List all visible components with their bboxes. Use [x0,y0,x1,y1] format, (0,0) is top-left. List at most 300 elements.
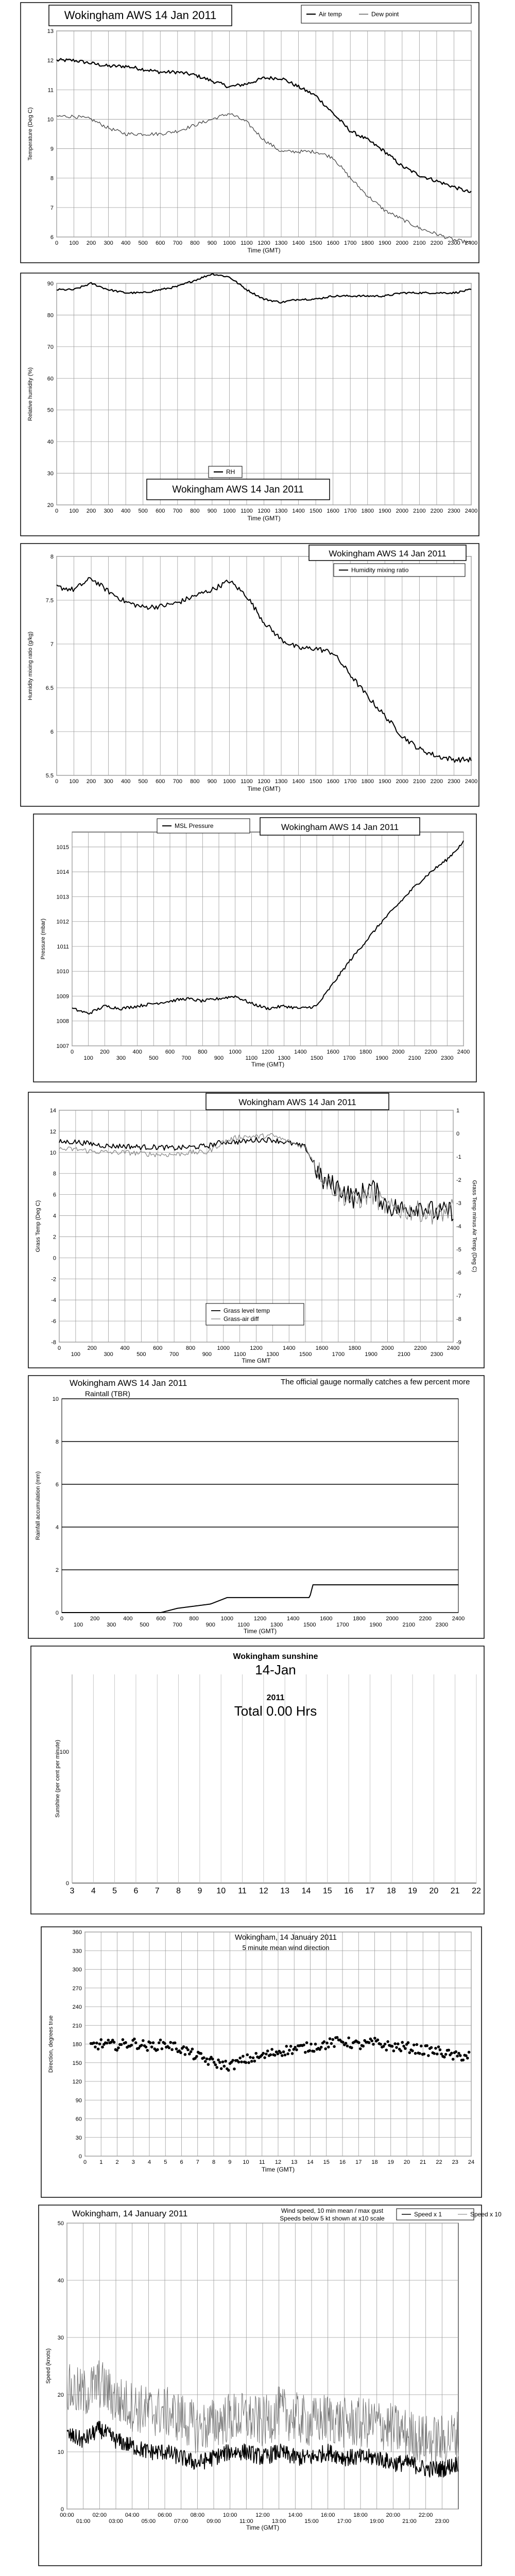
y-tick-label: 1014 [56,869,69,876]
x-tick-label: 200 [86,240,96,246]
wind-direction-point [265,2053,268,2056]
wind-direction-point [217,2059,220,2062]
x-tick-label: 400 [123,1616,133,1622]
wind-direction-point [117,2046,120,2049]
x-tick-label: 100 [73,1622,83,1628]
x-tick-label: 1800 [359,1049,372,1055]
x-tick-label: 300 [104,508,113,514]
y2-tick-label: -3 [456,1200,461,1207]
relative-humidity-chart [0,270,515,538]
wind-direction-point [252,2056,255,2059]
x-tick-label: 1800 [353,1616,366,1622]
x-tick-label: 100 [71,1351,81,1358]
x-tick-label: 2400 [447,1345,460,1351]
x-tick-label: 9 [228,2159,232,2165]
wind-direction-point [462,2059,465,2062]
x-tick-label: 1300 [274,508,288,514]
y-tick-label: 120 [72,2079,82,2085]
wind-direction-point [294,2046,297,2049]
x-tick-label: 700 [173,240,182,246]
y-tick-label: 8 [50,175,54,182]
x-tick-label: 16 [344,1887,354,1895]
wind-direction-point [430,2046,433,2049]
wind-direction-point [391,2045,394,2048]
y-tick-label: 40 [47,439,54,446]
wind-direction-point [101,2046,104,2049]
wind-direction-point [266,2049,269,2053]
y2-tick-label: -2 [456,1177,461,1183]
y-tick-label: 9 [50,146,54,152]
y-tick-label: 10 [52,1396,59,1402]
x-tick-label: 1900 [379,508,391,514]
chart-title: Wokingham AWS 14 Jan 2011 [329,549,447,558]
wind-direction-point [262,2052,265,2055]
wind-direction-point [184,2053,187,2056]
x-tick-label: 0 [60,1616,64,1622]
x-tick-label: 22 [472,1887,481,1895]
x-tick-label: 8 [176,1887,181,1895]
y2-tick-label: -6 [456,1270,461,1276]
wind-direction-point [336,2036,339,2039]
wind-direction-point [434,2047,437,2050]
plot-area [62,1399,458,1613]
x-tick-label: 15 [322,1887,332,1895]
x-tick-label: 1700 [343,1055,356,1061]
x-tick-label: 18 [386,1887,396,1895]
y-tick-label: 13 [47,28,54,35]
x-tick-label: 2100 [413,240,426,246]
x-tick-label: 1000 [223,240,236,246]
wind-direction-point [305,2041,308,2044]
x-tick-label: 300 [104,778,113,785]
y-tick-label: 7.5 [45,598,54,604]
x-tick-label: 16:00 [320,2512,335,2518]
x-tick-label: 11 [259,2159,265,2165]
y-tick-label: 80 [47,312,54,319]
wind-direction-point [304,2051,307,2054]
x-tick-label: 2100 [413,778,426,785]
wind-direction-point [427,2054,430,2057]
x-tick-label: 700 [181,1055,191,1061]
y2-tick-label: -7 [456,1293,461,1299]
x-tick-label: 4 [147,2159,151,2165]
x-tick-label: 3 [70,1887,75,1895]
x-tick-label: 1000 [223,508,236,514]
pressure-chart [0,811,515,1084]
x-tick-label: 1100 [241,508,253,514]
x-tick-label: 300 [104,1351,113,1358]
wind-direction-point [437,2045,440,2048]
wind-direction-point [286,2053,289,2056]
x-tick-label: 03:00 [109,2518,123,2524]
y2-tick-label: -4 [456,1224,461,1230]
y-tick-label: 10 [49,1149,56,1156]
wind-direction-point [282,2050,285,2054]
wind-direction-point [95,2042,98,2045]
y-tick-label: 240 [72,2004,82,2010]
y-tick-label: 1011 [57,943,69,950]
wind-direction-point [191,2047,194,2050]
x-tick-label: 1100 [241,778,253,785]
y-tick-label: 12 [47,58,54,64]
y-tick-label: 30 [57,2335,64,2341]
x-axis-label: Time (GMT) [261,2166,295,2173]
wind-direction-point [156,2048,159,2052]
wind-direction-point [92,2042,95,2045]
x-tick-label: 2200 [430,240,443,246]
x-tick-label: 2400 [465,778,478,785]
x-tick-label: 1200 [258,778,270,785]
y-tick-label: -8 [51,1340,56,1346]
wind-direction-point [107,2039,110,2042]
x-tick-label: 1200 [250,1345,263,1351]
x-tick-label: 400 [121,508,131,514]
wind-direction-point [329,2037,332,2040]
x-tick-label: 800 [190,508,200,514]
wind-direction-point [233,2067,236,2071]
y-tick-label: 50 [47,407,54,414]
y-tick-label: 6 [50,729,54,735]
wind-direction-point [444,2053,448,2056]
x-tick-label: 2100 [398,1351,410,1358]
wind-direction-point [436,2053,439,2056]
x-axis-label: Time (GMT) [247,785,281,792]
x-axis-label: Time GMT [242,1357,271,1364]
x-tick-label: 6 [180,2159,183,2165]
y-tick-label: 100 [59,1749,69,1755]
chart-subtitle: Raintall (TBR) [85,1389,130,1398]
x-tick-label: 1300 [274,240,288,246]
x-tick-label: 17 [365,1887,375,1895]
x-tick-label: 2100 [413,508,426,514]
y2-axis-label: Grass Temp minus Air Temp (Deg C) [471,1180,477,1273]
y-tick-label: 360 [72,1929,82,1936]
chart-title: Wokingham AWS 14 Jan 2011 [64,9,217,22]
x-tick-label: 2400 [465,240,478,246]
x-tick-label: 00:00 [60,2512,74,2518]
wind-direction-point [182,2045,185,2048]
y-tick-label: -2 [51,1276,56,1283]
x-tick-label: 2100 [402,1622,415,1628]
x-tick-label: 1100 [233,1351,246,1358]
x-tick-label: 100 [83,1055,93,1061]
x-tick-label: 23 [452,2159,458,2165]
x-tick-label: 17:00 [337,2518,352,2524]
wind-direction-point [263,2056,266,2059]
wind-direction-point [370,2039,373,2042]
wind-direction-point [94,2045,97,2048]
x-axis-label: Time (GMT) [251,1061,285,1068]
x-tick-label: 700 [173,778,182,785]
wind-direction-point [285,2045,288,2048]
wind-direction-point [313,2050,316,2053]
x-tick-label: 800 [185,1345,196,1351]
chart-title: Wokingham AWS 14 Jan 2011 [172,484,304,495]
legend-label: Grass level temp [224,1307,270,1314]
x-tick-label: 1800 [361,240,374,246]
x-tick-label: 01:00 [76,2518,91,2524]
y-axis-label: Rainfall accumulation (mm) [35,1471,41,1540]
x-tick-label: 1000 [220,1616,234,1622]
air-temperature-chart [0,0,515,268]
wind-direction-point [254,2052,258,2055]
x-tick-label: 4 [91,1887,96,1895]
x-tick-label: 2000 [396,508,409,514]
wind-direction-point [214,2063,217,2066]
y-axis-label: Speed (knots) [45,2348,52,2384]
wind-direction-point [213,2061,216,2064]
y-tick-label: 0 [53,1255,56,1262]
y-tick-label: 7 [50,641,54,648]
x-tick-label: 800 [189,1616,199,1622]
wind-direction-point [200,2052,203,2055]
x-tick-label: 18 [371,2159,378,2165]
x-tick-label: 2300 [435,1622,449,1628]
x-tick-label: 700 [173,1622,182,1628]
wind-direction-point [346,2044,349,2047]
x-tick-label: 1000 [217,1345,230,1351]
chart-title: Wokingham AWS 14 Jan 2011 [238,1097,356,1107]
y-tick-label: 1009 [56,993,69,1000]
x-tick-label: 06:00 [158,2512,172,2518]
y-tick-label: 90 [47,281,54,287]
legend-box [209,466,242,478]
x-tick-label: 10 [216,1887,226,1895]
x-tick-label: 200 [100,1049,110,1055]
wind-direction-point [242,2055,245,2058]
legend-label: Speed x 1 [414,2211,442,2218]
x-tick-label: 1000 [223,778,236,785]
wind-direction-point [411,2049,414,2053]
x-tick-label: 19 [387,2159,394,2165]
y-tick-label: 5.5 [45,773,54,779]
wind-direction-point [325,2042,329,2045]
x-tick-label: 1300 [266,1351,279,1358]
x-tick-label: 900 [207,508,217,514]
wind-direction-point [450,2052,453,2055]
x-tick-label: 19:00 [369,2518,384,2524]
wind-direction-point [386,2040,389,2043]
wind-direction-point [408,2051,411,2054]
x-tick-label: 10:00 [222,2512,237,2518]
y-tick-label: 4 [53,1213,56,1219]
x-tick-label: 700 [169,1351,179,1358]
wind-direction-point [224,2060,227,2063]
year-label: 2011 [266,1693,285,1702]
y-tick-label: 8 [53,1171,56,1177]
wind-direction-point [459,2054,462,2057]
x-tick-label: 1900 [369,1622,382,1628]
x-tick-label: 2300 [448,508,460,514]
x-tick-label: 14 [307,2159,314,2165]
y-tick-label: 180 [72,2041,82,2048]
x-tick-label: 9 [197,1887,202,1895]
wind-direction-point [146,2049,149,2052]
y-tick-label: 0 [60,2506,64,2513]
x-tick-label: 800 [190,240,200,246]
x-tick-label: 13:00 [271,2518,286,2524]
x-tick-label: 05:00 [141,2518,156,2524]
wind-direction-point [455,2050,458,2054]
wind-direction-point [288,2049,291,2052]
wind-direction-point [237,2061,241,2064]
wind-direction-point [179,2051,182,2054]
wind-direction-point [384,2043,387,2046]
wind-direction-point [158,2041,161,2044]
x-tick-label: 1500 [309,778,322,785]
y-tick-label: 20 [47,502,54,509]
chart-note: Speeds below 5 kt shown at x10 scale [280,2215,385,2222]
x-tick-label: 21:00 [402,2518,417,2524]
y-axis-label: Relative humidity (%) [27,367,33,421]
wind-speed-chart-panel [0,2202,515,2571]
mixing-ratio-chart [0,541,515,809]
y-tick-label: 1010 [56,969,69,975]
y-tick-label: 40 [57,2278,64,2284]
x-tick-label: 600 [156,240,165,246]
y-axis-label: Direction, degrees true [48,2015,54,2073]
sunshine-chart [0,1643,515,1922]
x-tick-label: 2000 [392,1049,405,1055]
air-temperature-chart-panel [0,0,515,268]
wind-direction-point [205,2057,209,2060]
y-tick-label: 4 [55,1524,59,1531]
x-tick-label: 1500 [309,240,322,246]
x-tick-label: 07:00 [174,2518,188,2524]
wind-direction-point [385,2048,388,2052]
x-tick-label: 600 [156,778,165,785]
wind-direction-point [289,2045,293,2048]
x-tick-label: 1600 [327,240,339,246]
y-axis-label: Sunshine (per cent per minute) [55,1739,61,1818]
wind-direction-point [456,2055,459,2058]
wind-direction-point [221,2060,225,2063]
x-tick-label: 1200 [261,1049,274,1055]
wind-direction-point [331,2038,334,2041]
wind-direction-point [452,2058,455,2061]
wind-direction-point [207,2063,210,2066]
wind-direction-point [175,2047,178,2050]
y-tick-label: 30 [75,2134,82,2141]
wind-direction-point [420,2044,423,2047]
wind-direction-point [149,2041,152,2044]
x-tick-label: 12 [274,2159,282,2165]
wind-direction-point [279,2052,282,2055]
wind-direction-point [163,2042,166,2045]
wind-direction-point [416,2043,419,2046]
x-tick-label: 21 [450,1887,460,1895]
x-tick-label: 1000 [229,1049,242,1055]
x-tick-label: 400 [132,1049,142,1055]
x-tick-label: 11:00 [239,2518,253,2524]
y-tick-label: 2 [55,1567,59,1573]
y-tick-label: 60 [47,376,54,382]
x-tick-label: 24 [468,2159,475,2165]
x-tick-label: 2200 [419,1616,432,1622]
chart-title: Wokingham, 14 January 2011 [72,2209,188,2218]
wind-direction-point [357,2041,360,2044]
legend-label: Dew point [371,10,399,18]
wind-direction-chart-panel [0,1924,515,2200]
x-tick-label: 19 [408,1887,417,1895]
x-tick-label: 500 [149,1055,159,1061]
x-tick-label: 08:00 [190,2512,205,2518]
x-tick-label: 1200 [258,508,270,514]
x-tick-label: 1400 [292,240,305,246]
wind-direction-point [443,2056,446,2059]
y-tick-label: 6 [55,1482,59,1488]
chart-subtitle: Wind speed, 10 min mean / max gust [281,2207,384,2214]
wind-direction-point [373,2037,376,2040]
y-tick-label: 11 [47,87,54,94]
chart-annotation: The official gauge normally catches a few percent more [281,1378,470,1386]
wind-direction-point [159,2039,162,2042]
wind-direction-point [347,2037,350,2040]
rainfall-chart-panel [0,1373,515,1641]
wind-direction-point [407,2041,410,2044]
y-tick-label: 8 [55,1439,59,1445]
y-tick-label: 6.5 [45,685,54,691]
wind-direction-point [170,2048,174,2051]
wind-direction-point [400,2049,403,2053]
x-tick-label: 13 [280,1887,290,1895]
y-tick-label: 10 [47,116,54,123]
x-tick-label: 1500 [299,1351,312,1358]
x-tick-label: 600 [165,1049,175,1055]
y2-tick-label: -5 [456,1247,461,1253]
legend-label: Air temp [319,10,342,18]
x-tick-label: 300 [107,1622,116,1628]
x-tick-label: 04:00 [125,2512,140,2518]
x-tick-label: 23:00 [435,2518,450,2524]
y-tick-label: 1015 [56,844,69,851]
grass-temperature-chart [0,1087,515,1370]
y-tick-label: 210 [72,2023,82,2029]
wind-direction-point [273,2054,277,2057]
wind-direction-point [447,2048,450,2052]
x-tick-label: 600 [153,1345,163,1351]
x-tick-label: 0 [55,778,59,785]
x-tick-label: 1400 [294,1049,307,1055]
sunshine-chart-panel [0,1643,515,1922]
x-tick-label: 1400 [283,1345,296,1351]
y-tick-label: 1012 [56,919,69,925]
wind-direction-chart [0,1924,515,2200]
wind-direction-point [439,2048,442,2052]
x-tick-label: 5 [112,1887,117,1895]
x-tick-label: 1900 [379,240,391,246]
wind-direction-point [401,2041,404,2044]
x-tick-label: 2000 [381,1345,394,1351]
wind-direction-point [168,2046,171,2049]
legend-label: Speed x 10 [470,2211,502,2218]
wind-direction-point [238,2057,242,2060]
x-tick-label: 1700 [344,778,357,785]
x-tick-label: 200 [90,1616,100,1622]
legend-label: Humidity mixing ratio [351,566,409,574]
x-tick-label: 0 [83,2159,87,2165]
x-tick-label: 1600 [327,508,339,514]
wind-direction-point [418,2052,421,2055]
x-tick-label: 1400 [292,778,305,785]
y-axis-label: Humidity mixing ratio (g/kg) [27,631,33,701]
x-tick-label: 1800 [348,1345,361,1351]
x-tick-label: 500 [138,778,148,785]
x-tick-label: 1200 [253,1616,267,1622]
x-tick-label: 1100 [245,1055,258,1061]
legend-label: MSL Pressure [175,822,214,829]
x-tick-label: 1300 [274,778,288,785]
